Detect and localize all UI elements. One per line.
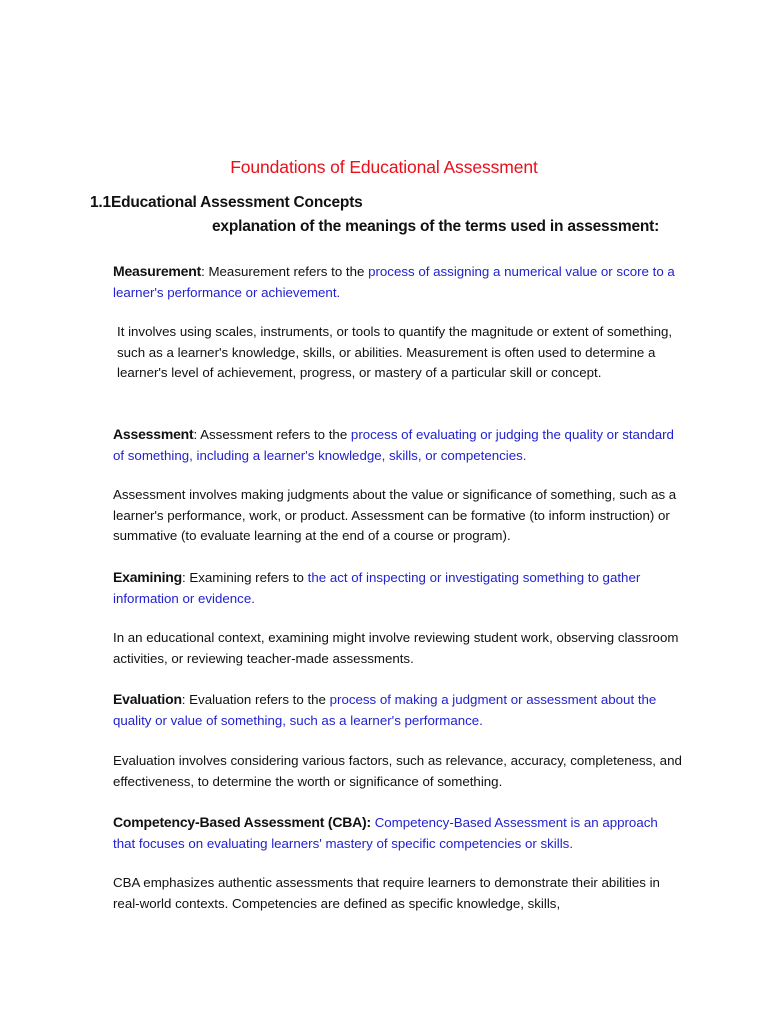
term-definition-highlight: process of evaluating or judging the quality or standard of something, including a learner's knowledge, skills, or competencies. <box>113 427 674 463</box>
section-subheading: explanation of the meanings of the terms used in assessment: <box>212 218 660 235</box>
term-definition-highlight: the act of inspecting or investigating something to gather information or evidence. <box>113 570 641 606</box>
term-definition-measurement <box>113 261 683 303</box>
document-title: Foundations of Educational Assessment <box>230 157 538 177</box>
term-definition-assessment <box>113 424 683 466</box>
term-label: Evaluation <box>113 691 182 707</box>
term-intro: : Measurement refers to the <box>201 264 369 279</box>
term-definition-examining <box>113 567 683 609</box>
term-intro: : Evaluation refers to the <box>181 692 330 707</box>
term-explanation-measurement: It involves using scales, instruments, or tools to quantify the magnitude or extent of something, such as a learner's knowledge, skills, or abilities. Measurement is often used to determine a learner's level of achievement, progress, or mastery of a particular skill or concept. <box>117 324 673 380</box>
term-definition-evaluation <box>113 689 683 731</box>
term-label: Competency-Based Assessment (CBA): <box>113 814 371 830</box>
term-explanation-examining: In an educational context, examining might involve reviewing student work, observing classroom activities, or reviewing teacher-made assessments. <box>113 630 679 666</box>
term-explanation-assessment: Assessment involves making judgments about the value or significance of something, such as a learner's performance, work, or product. Assessment can be formative (to inform instruction) or summative (to evaluate learning at the end of a course or program). <box>113 487 677 543</box>
term-definition-highlight: process of making a judgment or assessment about the quality or value of something, such as a learner's performance. <box>113 692 657 728</box>
term-definition-cba <box>113 812 683 854</box>
term-intro: : Examining refers to <box>182 570 308 585</box>
term-label: Examining <box>113 569 182 585</box>
term-definition-highlight: process of assigning a numerical value or score to a learner's performance or achievement. <box>113 264 675 300</box>
term-label: Measurement <box>113 263 202 279</box>
section-heading: 1.1Educational Assessment Concepts <box>90 194 363 211</box>
term-explanation-evaluation: Evaluation involves considering various factors, such as relevance, accuracy, completeness, and effectiveness, to determine the worth or significance of something. <box>113 753 682 789</box>
term-intro: : Assessment refers to the <box>193 427 351 442</box>
term-label: Assessment <box>113 426 194 442</box>
term-explanation-cba: CBA emphasizes authentic assessments that require learners to demonstrate their abilities in real-world contexts. Competencies are defined as specific knowledge, skills, <box>113 875 660 911</box>
term-definition-highlight: Competency-Based Assessment is an approach that focuses on evaluating learners' mastery of specific competencies or skills. <box>113 815 658 851</box>
